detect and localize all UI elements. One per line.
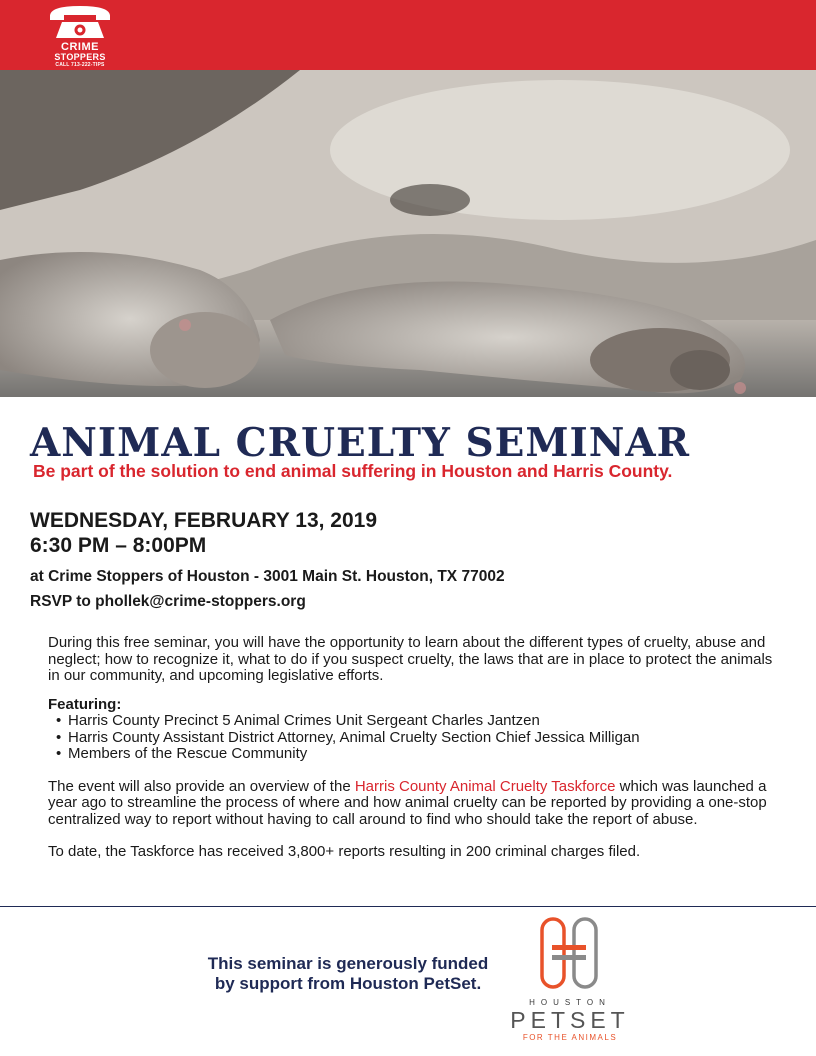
funding-note — [190, 954, 506, 994]
petset-houston-text: HOUSTON — [529, 998, 611, 1007]
petset-wordmark: PETSET — [510, 1007, 630, 1033]
overview-paragraph — [48, 779, 778, 829]
petset-h-mark-icon — [538, 917, 600, 989]
list-item: • Harris County Assistant District Attorney, Animal Cruelty Section Chief Jessica Milligan — [68, 730, 778, 747]
crime-stoppers-logo[interactable] — [44, 2, 116, 68]
event-title: ANIMAL CRUELTY SEMINAR — [30, 420, 691, 466]
logo-wordmark-stoppers: STOPPERS — [54, 52, 106, 62]
featuring-label: Featuring: — [48, 695, 122, 713]
hero-photo — [0, 70, 816, 397]
event-venue: at Crime Stoppers of Houston - 3001 Main St. Houston, TX 77002 — [30, 568, 505, 585]
dog-paws-image — [0, 70, 816, 397]
telephone-icon — [44, 2, 116, 40]
event-time: 6:30 PM – 8:00PM — [30, 534, 207, 557]
logo-phone-number: CALL 713-222-TIPS — [55, 62, 105, 68]
rsvp-line[interactable]: RSVP to phollek@crime-stoppers.org — [30, 593, 306, 610]
funding-line-1: This seminar is generously funded — [207, 954, 489, 973]
event-datetime — [30, 508, 377, 558]
featuring-list — [48, 713, 778, 763]
overview-text-after: which was launched a year ago to streamline the process of where and how animal cruelty can be reported by providing a one-stop centralized way to report without having to call around to find who should take the report of abuse. — [48, 777, 767, 828]
logo-wordmark-crime: CRIME — [61, 41, 99, 53]
overview-text-before: The event will also provide an overview of the — [48, 777, 355, 795]
event-date: WEDNESDAY, FEBRUARY 13, 2019 — [30, 509, 378, 532]
event-subtitle: Be part of the solution to end animal suffering in Houston and Harris County. — [33, 461, 673, 481]
houston-petset-logo[interactable] — [500, 917, 640, 1047]
taskforce-link[interactable]: Harris County Animal Cruelty Taskforce — [354, 777, 616, 795]
list-item: • Harris County Precinct 5 Animal Crimes Unit Sergeant Charles Jantzen — [68, 713, 778, 730]
event-description — [48, 635, 778, 861]
intro-paragraph: During this free seminar, you will have the opportunity to learn about the different types of cruelty, abuse and neglect; how to recognize it, what to do if you suspect cruelty, the laws that are in place to protect the animals in our community, and upcoming legislative efforts. — [48, 634, 773, 684]
petset-tagline: FOR THE ANIMALS — [522, 1033, 618, 1042]
header-bar — [0, 0, 816, 70]
funding-line-2: by support from Houston PetSet. — [214, 974, 482, 993]
stats-paragraph: To date, the Taskforce has received 3,800+ reports resulting in 200 criminal charges filed. — [48, 843, 641, 860]
footer-divider — [0, 906, 816, 907]
list-item: • Members of the Rescue Community — [68, 746, 778, 763]
